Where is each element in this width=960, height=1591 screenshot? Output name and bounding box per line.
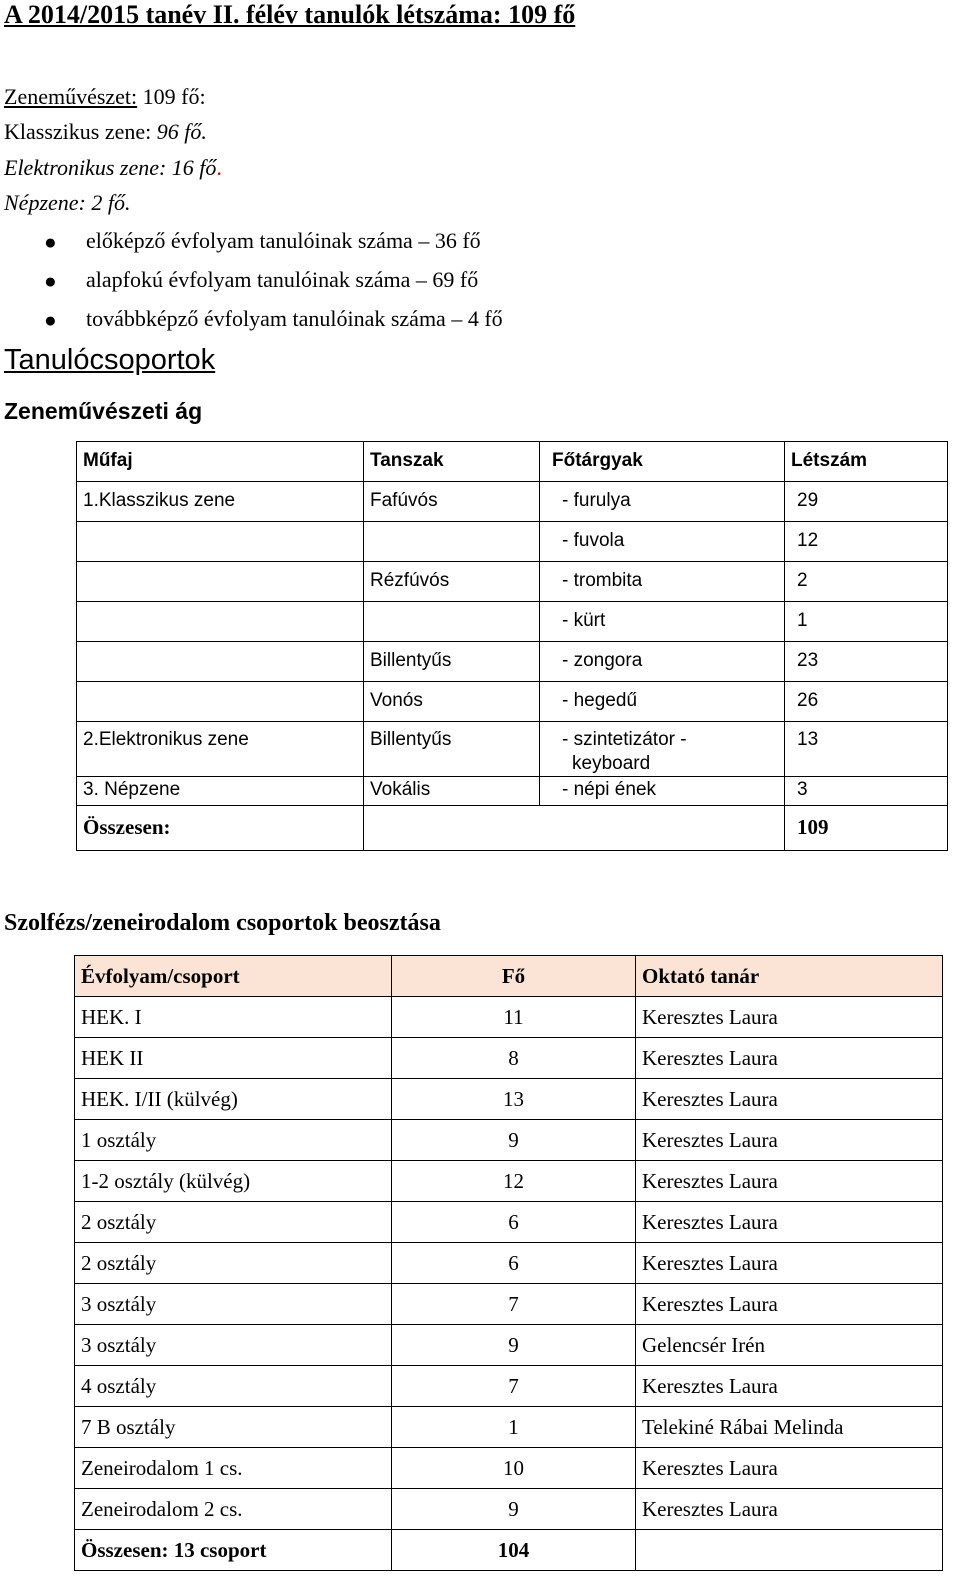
section-title: Tanulócsoportok <box>4 344 216 376</box>
genre-cell <box>77 602 364 642</box>
teacher-cell: Keresztes Laura <box>636 1079 943 1120</box>
nepzene-line <box>4 190 130 216</box>
count-cell: 6 <box>392 1202 636 1243</box>
column-header: Oktató tanár <box>636 956 943 997</box>
genre-cell <box>77 682 364 722</box>
zenemuveszet-value: 109 fő: <box>137 84 206 109</box>
count-cell: 6 <box>392 1243 636 1284</box>
bullet-item: előképző évfolyam tanulóinak száma – 36 fő <box>86 228 481 253</box>
count-cell: 11 <box>392 997 636 1038</box>
elektronikus-value: 16 fő <box>171 155 217 180</box>
count-cell: 8 <box>392 1038 636 1079</box>
table-row <box>77 682 948 722</box>
group-cell: 7 B osztály <box>75 1407 392 1448</box>
total-label: Összesen: 13 csoport <box>75 1530 392 1571</box>
department-cell: Fafúvós <box>364 482 540 522</box>
genre-cell <box>77 522 364 562</box>
elektronikus-line <box>4 155 222 181</box>
subject-cell: - népi ének <box>540 777 785 806</box>
table-row <box>75 1038 943 1079</box>
genre-cell: 2.Elektronikus zene <box>77 722 364 777</box>
column-header: Tanszak <box>364 442 540 482</box>
count-cell: 7 <box>392 1366 636 1407</box>
subject-cell: - trombita <box>540 562 785 602</box>
count-cell: 9 <box>392 1489 636 1530</box>
klasszikus-line <box>4 119 207 145</box>
count-cell: 9 <box>392 1120 636 1161</box>
department-cell: Vokális <box>364 777 540 806</box>
empty-cell <box>636 1530 943 1571</box>
table-header-row <box>75 956 943 997</box>
subject-line: keyboard <box>572 753 651 774</box>
teacher-cell: Keresztes Laura <box>636 1038 943 1079</box>
table-row <box>75 1407 943 1448</box>
subject-line: - szintetizátor - <box>562 729 687 750</box>
table-row <box>75 1243 943 1284</box>
table-row <box>75 1120 943 1161</box>
count-cell: 9 <box>392 1325 636 1366</box>
teacher-cell: Keresztes Laura <box>636 1448 943 1489</box>
teacher-cell: Keresztes Laura <box>636 1366 943 1407</box>
department-cell: Billentyűs <box>364 642 540 682</box>
department-cell: Billentyűs <box>364 722 540 777</box>
empty-cell <box>364 806 785 851</box>
count-cell: 12 <box>785 522 948 562</box>
bullet-item: továbbképző évfolyam tanulóinak száma – 4 fő <box>86 306 503 331</box>
count-cell: 13 <box>392 1079 636 1120</box>
count-cell: 23 <box>785 642 948 682</box>
subject-cell: - hegedű <box>540 682 785 722</box>
group-cell: 1-2 osztály (külvég) <box>75 1161 392 1202</box>
table-row <box>75 1161 943 1202</box>
subject-cell: - fuvola <box>540 522 785 562</box>
elektronikus-label: Elektronikus zene: <box>4 155 172 180</box>
teacher-cell: Keresztes Laura <box>636 1202 943 1243</box>
elektronikus-dot: . <box>216 155 222 180</box>
nepzene-label: Népzene <box>4 190 79 215</box>
subject-cell: - furulya <box>540 482 785 522</box>
table-row <box>77 602 948 642</box>
page-title: A 2014/2015 tanév II. félév tanulók létszáma: 109 fő <box>4 0 576 29</box>
total-value: 104 <box>392 1530 636 1571</box>
count-cell: 13 <box>785 722 948 777</box>
table-total-row <box>75 1530 943 1571</box>
table-row <box>75 1448 943 1489</box>
table-row <box>75 1284 943 1325</box>
nepzene-value: : 2 fő. <box>78 190 131 215</box>
section2-title: Szolfézs/zeneirodalom csoportok beosztása <box>4 910 441 936</box>
branch-title: Zeneművészeti ág <box>4 398 203 424</box>
group-cell: Zeneirodalom 2 cs. <box>75 1489 392 1530</box>
teacher-cell: Keresztes Laura <box>636 1243 943 1284</box>
table-row <box>75 1325 943 1366</box>
table-row <box>75 1366 943 1407</box>
table-row <box>75 1489 943 1530</box>
teacher-cell: Keresztes Laura <box>636 1489 943 1530</box>
group-cell: HEK. I/II (külvég) <box>75 1079 392 1120</box>
table-row <box>77 777 948 806</box>
table-row <box>77 722 948 777</box>
count-cell: 1 <box>392 1407 636 1448</box>
students-table <box>76 441 948 851</box>
teacher-cell: Keresztes Laura <box>636 1284 943 1325</box>
count-cell: 3 <box>785 777 948 806</box>
genre-cell <box>77 562 364 602</box>
count-cell: 29 <box>785 482 948 522</box>
teacher-cell: Keresztes Laura <box>636 1161 943 1202</box>
group-cell: HEK II <box>75 1038 392 1079</box>
table-header-row <box>77 442 948 482</box>
table-row <box>77 482 948 522</box>
group-cell: 3 osztály <box>75 1284 392 1325</box>
groups-table <box>74 955 943 1571</box>
column-header: Fő <box>392 956 636 997</box>
subject-cell: - zongora <box>540 642 785 682</box>
table-total-row <box>77 806 948 851</box>
group-cell: 4 osztály <box>75 1366 392 1407</box>
count-cell: 7 <box>392 1284 636 1325</box>
genre-cell: 3. Népzene <box>77 777 364 806</box>
bullet-icon: ● <box>44 269 57 293</box>
count-cell: 10 <box>392 1448 636 1489</box>
table-row <box>77 642 948 682</box>
klasszikus-label: Klasszikus zene: <box>4 119 157 144</box>
group-cell: 2 osztály <box>75 1202 392 1243</box>
column-header: Évfolyam/csoport <box>75 956 392 997</box>
count-cell: 2 <box>785 562 948 602</box>
department-cell: Rézfúvós <box>364 562 540 602</box>
department-cell <box>364 522 540 562</box>
count-cell: 1 <box>785 602 948 642</box>
zenemuveszet-line <box>4 84 206 110</box>
subject-cell: - kürt <box>540 602 785 642</box>
total-value: 109 <box>785 806 948 851</box>
teacher-cell: Keresztes Laura <box>636 997 943 1038</box>
bullet-icon: ● <box>44 308 57 332</box>
column-header: Főtárgyak <box>540 442 785 482</box>
column-header: Létszám <box>785 442 948 482</box>
zenemuveszet-label: Zeneművészet: <box>4 84 138 109</box>
table-row <box>77 522 948 562</box>
table-row <box>75 997 943 1038</box>
table-row <box>75 1202 943 1243</box>
department-cell: Vonós <box>364 682 540 722</box>
bullet-item: alapfokú évfolyam tanulóinak száma – 69 fő <box>86 267 479 292</box>
group-cell: 1 osztály <box>75 1120 392 1161</box>
department-cell <box>364 602 540 642</box>
total-label: Összesen: <box>77 806 364 851</box>
table-row <box>75 1079 943 1120</box>
group-cell: HEK. I <box>75 997 392 1038</box>
teacher-cell: Telekiné Rábai Melinda <box>636 1407 943 1448</box>
column-header: Műfaj <box>77 442 364 482</box>
table-row <box>77 562 948 602</box>
klasszikus-value: 96 fő. <box>156 119 207 144</box>
bullet-icon: ● <box>44 230 57 254</box>
group-cell: 3 osztály <box>75 1325 392 1366</box>
group-cell: 2 osztály <box>75 1243 392 1284</box>
teacher-cell: Keresztes Laura <box>636 1120 943 1161</box>
group-cell: Zeneirodalom 1 cs. <box>75 1448 392 1489</box>
count-cell: 12 <box>392 1161 636 1202</box>
genre-cell: 1.Klasszikus zene <box>77 482 364 522</box>
teacher-cell: Gelencsér Irén <box>636 1325 943 1366</box>
count-cell: 26 <box>785 682 948 722</box>
genre-cell <box>77 642 364 682</box>
subject-cell <box>540 722 785 777</box>
